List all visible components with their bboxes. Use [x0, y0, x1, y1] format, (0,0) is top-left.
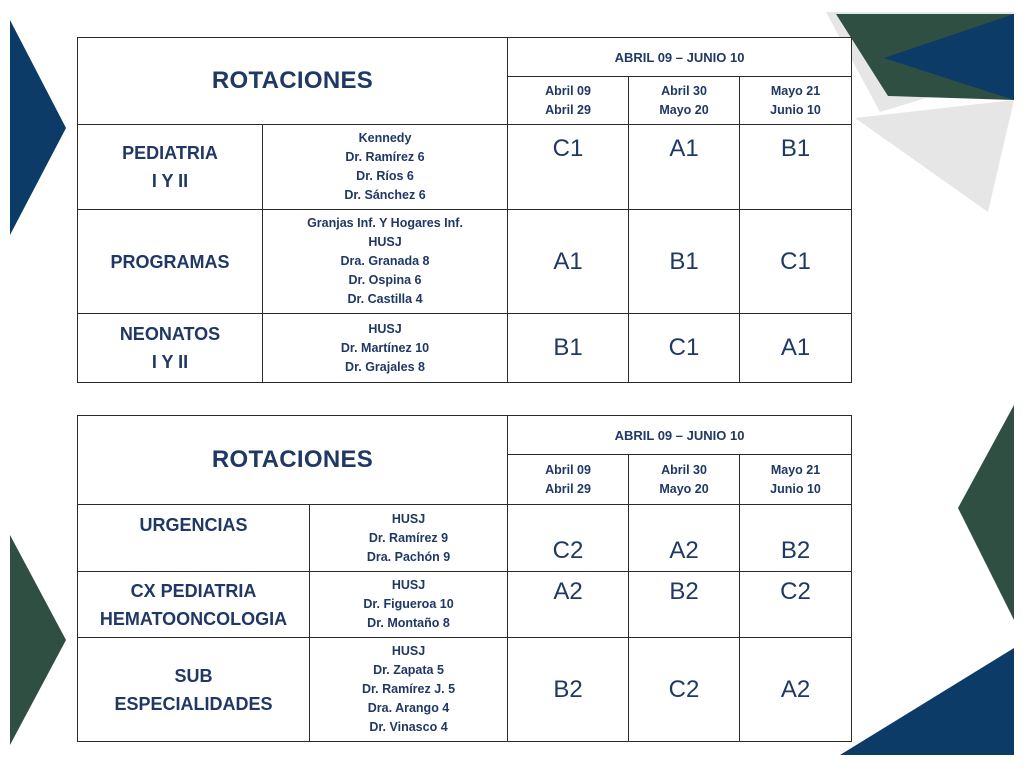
- group-label: I Y II: [151, 171, 189, 191]
- rotation-code: A1: [629, 125, 740, 210]
- doctor-line: Dr. Ríos 6: [356, 169, 414, 183]
- doctor-line: Dr. Zapata 5: [373, 663, 444, 677]
- group-label: URGENCIAS: [139, 515, 248, 535]
- doctors-cell: [310, 638, 508, 742]
- doctors-cell: [310, 572, 508, 638]
- group-cell: [78, 572, 310, 638]
- rotation-code: C2: [629, 638, 740, 742]
- doctors-cell: [263, 125, 508, 210]
- period-start: Abril 09: [545, 83, 591, 98]
- period-end: Junio 10: [770, 481, 821, 496]
- group-cell: [78, 125, 263, 210]
- doctor-line: HUSJ: [368, 235, 402, 249]
- group-label: PEDIATRIA: [122, 143, 218, 163]
- table-row: [78, 505, 852, 572]
- period-header: [740, 455, 852, 505]
- rotation-code: C2: [508, 505, 629, 572]
- group-cell: [78, 505, 310, 572]
- table-row: [78, 210, 852, 314]
- table-row: [78, 638, 852, 742]
- period-header: [508, 455, 629, 505]
- doctors-cell: [310, 505, 508, 572]
- doctors-cell: [263, 314, 508, 383]
- doctor-line: Dr. Ospina 6: [348, 273, 422, 287]
- doctor-line: Dr. Ramírez 9: [368, 530, 449, 545]
- period-header: [629, 455, 740, 505]
- date-range-header: ABRIL 09 – JUNIO 10: [508, 416, 852, 455]
- left-bottom-green-triangle: [10, 535, 66, 745]
- period-end: Abril 29: [545, 102, 591, 117]
- doctors-cell: [263, 210, 508, 314]
- rotation-code: B1: [629, 210, 740, 314]
- doctor-line: Dr. Ramírez J. 5: [361, 682, 456, 696]
- rotation-code: B1: [740, 125, 852, 210]
- rotation-code: A1: [740, 314, 852, 383]
- period-header: [508, 77, 629, 125]
- group-cell: [78, 314, 263, 383]
- period-start: Abril 30: [661, 83, 707, 98]
- doctor-line: Dr. Vinasco 4: [369, 720, 448, 734]
- group-cell: [78, 638, 310, 742]
- rotation-code: B2: [629, 572, 740, 638]
- period-end: Mayo 20: [659, 102, 709, 117]
- table-row: [78, 314, 852, 383]
- period-header: [629, 77, 740, 125]
- doctor-line: Kennedy: [358, 131, 412, 145]
- doctor-line: HUSJ: [391, 644, 426, 658]
- period-end: Junio 10: [770, 102, 821, 117]
- left-top-navy-triangle: [10, 20, 66, 235]
- group-label: I Y II: [151, 352, 189, 372]
- period-start: Mayo 21: [770, 83, 821, 98]
- doctor-line: Dra. Pachón 9: [366, 549, 451, 564]
- doctor-line: Dr. Castilla 4: [347, 292, 423, 306]
- group-label: ESPECIALIDADES: [114, 693, 273, 714]
- rotation-code: A2: [508, 572, 629, 638]
- rotation-code: A1: [508, 210, 629, 314]
- group-cell: [78, 210, 263, 314]
- period-header: [740, 77, 852, 125]
- table-title: ROTACIONES: [78, 38, 508, 125]
- rotation-code: B1: [508, 314, 629, 383]
- top-right-light-gray-triangle: [855, 100, 1014, 212]
- rotations-table-2: [77, 415, 852, 742]
- rotation-code: A2: [740, 638, 852, 742]
- period-start: Abril 09: [545, 462, 591, 477]
- rotation-code: C1: [508, 125, 629, 210]
- doctor-line: Dra. Arango 4: [367, 701, 450, 715]
- doctor-line: Granjas Inf. Y Hogares Inf.: [307, 216, 463, 230]
- table-title: ROTACIONES: [78, 416, 508, 505]
- table-row: [78, 125, 852, 210]
- table-row: [78, 572, 852, 638]
- doctor-line: Dr. Figueroa 10: [363, 597, 454, 611]
- date-range-header: ABRIL 09 – JUNIO 10: [508, 38, 852, 77]
- doctor-line: HUSJ: [368, 321, 402, 336]
- group-label: SUB: [174, 665, 213, 686]
- doctor-line: Dr. Martínez 10: [340, 340, 430, 355]
- group-label: PROGRAMAS: [110, 251, 230, 272]
- rotation-code: C2: [740, 572, 852, 638]
- rotation-code: C1: [740, 210, 852, 314]
- right-middle-green-triangle: [958, 405, 1014, 620]
- doctor-line: HUSJ: [391, 511, 426, 526]
- period-start: Abril 30: [661, 462, 707, 477]
- period-end: Mayo 20: [659, 481, 709, 496]
- group-label: CX PEDIATRIA: [130, 580, 257, 601]
- doctor-line: Dr. Sánchez 6: [344, 188, 426, 202]
- doctor-line: Dra. Granada 8: [340, 254, 430, 268]
- rotation-code: B2: [508, 638, 629, 742]
- rotations-table-1: [77, 37, 852, 383]
- group-label: HEMATOONCOLOGIA: [99, 608, 288, 629]
- rotation-code: A2: [629, 505, 740, 572]
- rotation-code: C1: [629, 314, 740, 383]
- doctor-line: Dr. Montaño 8: [367, 616, 450, 630]
- doctor-line: HUSJ: [391, 578, 426, 592]
- period-end: Abril 29: [545, 481, 591, 496]
- doctor-line: Dr. Grajales 8: [345, 359, 425, 374]
- group-label: NEONATOS: [119, 324, 221, 344]
- bottom-right-navy-triangle: [840, 648, 1014, 755]
- period-start: Mayo 21: [770, 462, 821, 477]
- rotation-code: B2: [740, 505, 852, 572]
- doctor-line: Dr. Ramírez 6: [345, 150, 425, 164]
